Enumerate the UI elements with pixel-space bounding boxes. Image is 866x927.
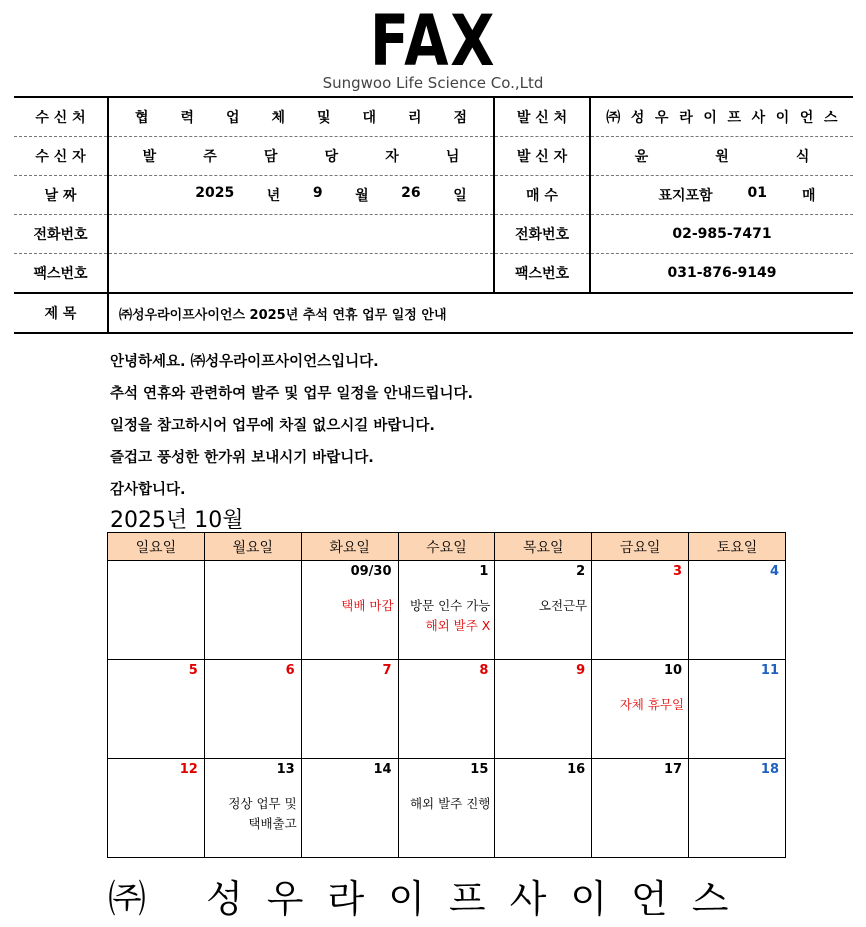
spread-char: 주 — [203, 149, 217, 165]
calendar-day-cell — [689, 561, 786, 660]
weekday-header: 목요일 — [495, 533, 592, 561]
day-number: 2 — [576, 564, 586, 579]
day-events — [495, 596, 591, 616]
weekday-header: 수요일 — [398, 533, 495, 561]
calendar-day-cell — [204, 759, 301, 858]
sender-phone-label: 전화번호 — [494, 215, 590, 254]
sender-label: 발 신 처 — [494, 97, 590, 137]
event-note: 해외 발주 X — [425, 618, 491, 633]
letter-body — [110, 346, 473, 506]
date-day-unit: 일 — [453, 188, 467, 204]
day-number: 16 — [567, 762, 586, 777]
day-number: 13 — [276, 762, 295, 777]
subject-value: ㈜성우라이프사이언스 2025년 추석 연휴 업무 일정 안내 — [108, 293, 853, 333]
pages-value — [590, 176, 853, 215]
calendar-day-cell — [495, 759, 592, 858]
weekday-header: 토요일 — [689, 533, 786, 561]
from-value — [590, 137, 853, 176]
day-number — [205, 561, 301, 580]
company-footer: ㈜ 성우라이프사이언스 — [108, 877, 753, 921]
spread-char: 언 — [799, 110, 814, 126]
spread-text — [109, 107, 493, 127]
spread-char: 발 — [142, 149, 157, 165]
phone-label: 전화번호 — [14, 215, 108, 254]
spread-text — [591, 107, 853, 127]
letter-line: 추석 연휴와 관련하여 발주 및 업무 일정을 안내드립니다. — [110, 386, 474, 402]
date-month: 9 — [312, 185, 323, 201]
day-number: 11 — [760, 663, 779, 678]
spread-char: 및 — [316, 110, 331, 126]
spread-char: 협 — [134, 110, 149, 126]
calendar-day-cell — [204, 561, 301, 660]
spread-char: 우 — [655, 110, 669, 126]
event-note: 방문 인수 가능 — [409, 598, 491, 613]
day-events — [399, 794, 495, 814]
calendar-day-cell — [108, 561, 205, 660]
day-number: 3 — [673, 564, 683, 579]
day-number: 14 — [373, 762, 392, 777]
fax-label: 팩스번호 — [14, 254, 108, 294]
date-parts — [109, 185, 493, 205]
spread-char: 당 — [324, 149, 339, 165]
spread-char: 자 — [385, 149, 399, 165]
date-year-unit: 년 — [266, 188, 281, 204]
day-number: 17 — [663, 762, 683, 777]
spread-char: 윤 — [634, 149, 649, 165]
spread-char: 프 — [727, 110, 741, 126]
calendar-day-cell — [689, 660, 786, 759]
spread-char: 이 — [703, 110, 717, 126]
calendar-title: 2025년 10월 — [110, 508, 244, 533]
phone-value — [108, 215, 494, 254]
event-note: 정상 업무 및 — [228, 796, 297, 811]
day-number: 4 — [769, 564, 779, 579]
weekday-header: 금요일 — [592, 533, 689, 561]
calendar-body — [108, 561, 786, 858]
date-value — [108, 176, 494, 215]
subject-label: 제 목 — [14, 293, 108, 333]
spread-char: 성 — [630, 110, 645, 126]
calendar-week-row — [108, 759, 786, 858]
spread-char: 리 — [407, 110, 422, 126]
sender-fax-label: 팩스번호 — [494, 254, 590, 294]
fax-header-table — [14, 96, 853, 334]
spread-char: 사 — [751, 110, 766, 126]
sender-fax-value: 031-876-9149 — [590, 254, 853, 294]
event-note: 오전근무 — [538, 598, 588, 613]
date-label: 날 짜 — [14, 176, 108, 215]
date-day: 26 — [401, 185, 421, 201]
calendar-day-cell — [108, 759, 205, 858]
spread-char: 01 — [747, 185, 768, 201]
fax-title: FAX — [369, 0, 497, 82]
calendar-day-cell — [495, 660, 592, 759]
letter-line: 즐겁고 풍성한 한가위 보내시기 바랍니다. — [110, 450, 374, 466]
spread-char: 체 — [271, 110, 286, 126]
date-month-unit: 월 — [355, 188, 369, 204]
calendar-day-cell — [301, 759, 398, 858]
spread-char: 이 — [775, 110, 790, 126]
weekday-header: 월요일 — [204, 533, 301, 561]
day-events — [205, 794, 301, 834]
day-events — [592, 695, 688, 715]
calendar-day-cell — [398, 561, 495, 660]
spread-char: 표지포함 — [658, 188, 713, 204]
day-number: 12 — [179, 762, 198, 777]
calendar-day-cell — [301, 660, 398, 759]
calendar-day-cell — [204, 660, 301, 759]
calendar-week-row — [108, 660, 786, 759]
calendar-day-cell — [689, 759, 786, 858]
spread-char: 대 — [362, 110, 377, 126]
day-number: 9 — [576, 663, 586, 678]
event-note: 택배 마감 — [341, 598, 394, 613]
spread-char: 점 — [453, 110, 468, 126]
weekday-header-row — [108, 533, 786, 561]
calendar-day-cell — [398, 759, 495, 858]
calendar-day-cell — [592, 561, 689, 660]
spread-text — [109, 146, 493, 166]
spread-char: 라 — [679, 110, 693, 126]
day-events — [399, 596, 495, 636]
calendar-day-cell — [398, 660, 495, 759]
day-number: 8 — [479, 663, 489, 678]
spread-text — [591, 146, 853, 166]
day-number: 6 — [285, 663, 295, 678]
letter-line: 감사합니다. — [110, 482, 186, 498]
letter-line: 안녕하세요. ㈜성우라이프사이언스입니다. — [110, 354, 379, 370]
recipient-label: 수 신 처 — [14, 97, 108, 137]
spread-char: 식 — [795, 149, 810, 165]
day-number: 18 — [760, 762, 779, 777]
company-subtitle: Sungwoo Life Science Co.,Ltd — [322, 74, 544, 92]
calendar-day-cell — [592, 759, 689, 858]
spread-char: ㈜ — [606, 110, 621, 126]
weekday-header: 일요일 — [108, 533, 205, 561]
from-label: 발 신 자 — [494, 137, 590, 176]
calendar-day-cell — [592, 660, 689, 759]
day-number: 15 — [470, 762, 489, 777]
spread-char: 력 — [180, 110, 195, 126]
day-events — [302, 596, 398, 616]
sender-value — [590, 97, 853, 137]
calendar-day-cell — [301, 561, 398, 660]
fax-value — [108, 254, 494, 294]
day-number: 1 — [479, 564, 489, 579]
spread-char: 스 — [824, 110, 838, 126]
spread-text — [591, 185, 853, 205]
event-note: 자체 휴무일 — [619, 697, 685, 712]
event-note: 해외 발주 진행 — [409, 796, 491, 811]
letter-line: 일정을 참고하시어 업무에 차질 없으시길 바랍니다. — [110, 418, 435, 434]
calendar-table — [107, 532, 786, 858]
day-number: 7 — [382, 663, 392, 678]
weekday-header: 화요일 — [301, 533, 398, 561]
day-number: 09/30 — [350, 564, 392, 579]
spread-char: 업 — [225, 110, 240, 126]
day-number: 10 — [663, 663, 683, 678]
spread-char: 님 — [445, 149, 460, 165]
spread-char: 매 — [801, 188, 816, 204]
calendar-week-row — [108, 561, 786, 660]
sender-phone-value: 02-985-7471 — [590, 215, 853, 254]
day-number: 5 — [188, 663, 198, 678]
recipient-value — [108, 97, 494, 137]
pages-label: 매 수 — [494, 176, 590, 215]
event-note: 택배출고 — [248, 816, 297, 831]
calendar-day-cell — [108, 660, 205, 759]
spread-char: 담 — [263, 149, 278, 165]
attn-label: 수 신 자 — [14, 137, 108, 176]
calendar-day-cell — [495, 561, 592, 660]
date-year: 2025 — [195, 185, 235, 201]
attn-value — [108, 137, 494, 176]
day-number — [108, 561, 204, 580]
spread-char: 원 — [715, 149, 729, 165]
